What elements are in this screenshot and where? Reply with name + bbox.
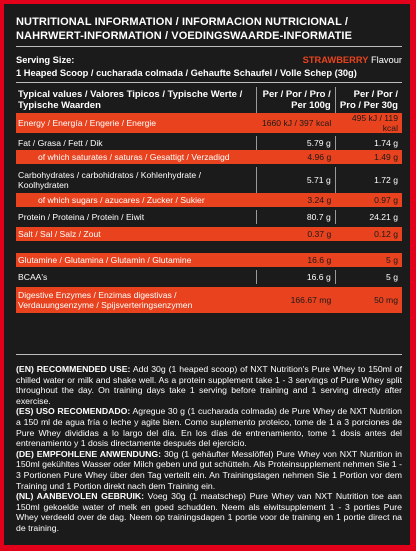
serving-info [16, 54, 402, 78]
usage-heading: (ES) USO RECOMENDADO: [16, 406, 131, 417]
row-value-100g: 5.71 g [257, 167, 336, 193]
row-label: Glutamine / Glutamina / Glutamin / Glutamine [16, 253, 257, 267]
row-label: Digestive Enzymes / Enzimas digestivas / Verdauungsenzyme / Spijsverteringsenzymen [16, 287, 257, 313]
usage-text: 30g (1 gehäufter Messlöffel) Pure Whey von NXT Nutrition in 150ml gekühltes Wasser oder Milch geben und gut schütteln. Als Proteinsupplement nehmen Sie 1 - 3 Portionen Pure Whey über den Tag verteilt ein. An Trainingstagen nehmen Sie 1 Portion vor dem Training und 1 Portion direkt nach dem Training ein. [16, 448, 402, 491]
row-label: Protein / Proteina / Protein / Eiwit [18, 212, 145, 222]
row-value-30g: 0.97 g [335, 193, 402, 207]
row-label: Salt / Sal / Salz / Zout [16, 227, 257, 241]
row-label: of which saturates / saturas / Gesattigt / Verzadigd [16, 150, 257, 164]
row-value-100g: 166.67 mg [257, 287, 336, 313]
flavour [303, 54, 402, 67]
serving-size-label: Serving Size: [16, 55, 75, 65]
table-header-row [16, 87, 402, 113]
usage-note-nl [16, 491, 402, 533]
usage-heading: (DE) EMPFOHLENE ANWENDUNG: [16, 448, 162, 459]
table-row [16, 150, 402, 164]
usage-text: Voeg 30g (1 maatschep) Pure Whey van NXT Nutrition toe aan 150ml gekoelde water of melk en goed schudden. Neem als eiwitsupplement 1 - 3 porties Pure Whey verdeeld over de dag. Neem op trainingsdagen 1 portie voor de training en 1 portie direct na de training. [16, 491, 402, 533]
usage-heading: (EN) RECOMMENDED USE: [16, 364, 131, 374]
nutrition-label-panel [4, 4, 410, 545]
usage-text: Agregue 30 g (1 cucharada colmada) de Pure Whey de NXT Nutrition a 150 ml de agua fría o leche y agite bien. Como suplemento proteico, tome de 1 a 3 porciones de Pure Whey divididas a lo largo del día. En los días de entrenamiento, tome 1 dosis antes del entrenamiento y 1 dosis directamente después del ejercicio. [16, 406, 402, 449]
col-header-per-100g: Per / Por / Pro / Per 100g [257, 87, 336, 113]
table-row [16, 253, 402, 267]
row-value-100g: 4.96 g [257, 150, 336, 164]
title-line-2: NAHRWERT-INFORMATION / VOEDINGSWAARDE-INFORMATIE [16, 30, 353, 42]
nutrition-table [16, 87, 402, 313]
row-value-30g: 24.21 g [335, 210, 402, 224]
row-value-100g: 3.24 g [257, 193, 336, 207]
usage-notes [16, 364, 402, 534]
row-label: of which sugars / azucares / Zucker / Sukier [16, 193, 257, 207]
col-header-per-30g: Per / Por / Pro / Per 30g [335, 87, 402, 113]
row-value-30g: 50 mg [335, 287, 402, 313]
row-value-100g: 0.37 g [257, 227, 336, 241]
table-row [16, 227, 402, 241]
divider [16, 46, 402, 47]
row-value-100g: 16.6 g [257, 253, 336, 267]
usage-note-en [16, 364, 402, 406]
row-value-30g: 1.72 g [335, 167, 402, 193]
flavour-label: Flavour [368, 55, 402, 65]
table-row [16, 270, 402, 284]
row-label: Energy / Energía / Engerie / Energie [16, 113, 257, 133]
row-label: Carbohydrates / carbohidratos / Kohlenhydrate / Koolhydraten [18, 170, 201, 190]
col-header-typical: Typical values / Valores Tipicos / Typische Werte / Typische Waarden [18, 89, 243, 111]
usage-note-de [16, 449, 402, 491]
usage-note-es [16, 406, 402, 448]
row-value-100g: 80.7 g [257, 210, 336, 224]
nutrition-title [16, 15, 401, 43]
table-row [16, 167, 402, 193]
table-row [16, 193, 402, 207]
row-value-100g: 5.79 g [257, 136, 336, 150]
row-value-30g: 5 g [335, 253, 402, 267]
serving-size-value: 1 Heaped Scoop / cucharada colmada / Gehaufte Schaufel / Volle Schep (30g) [16, 68, 357, 78]
row-value-30g: 5 g [335, 270, 402, 284]
row-value-30g: 495 kJ / 119 kcal [335, 113, 402, 133]
row-value-30g: 1.74 g [335, 136, 402, 150]
usage-heading: (NL) AANBEVOLEN GEBRUIK: [16, 491, 145, 502]
row-value-30g: 1.49 g [335, 150, 402, 164]
row-value-30g: 0.12 g [335, 227, 402, 241]
table-row [16, 287, 402, 313]
table-row [16, 136, 402, 150]
row-label: Fat / Grasa / Fett / Dik [18, 138, 103, 148]
flavour-name: STRAWBERRY [302, 55, 369, 65]
divider [16, 82, 402, 83]
row-value-100g: 16.6 g [257, 270, 336, 284]
table-row [16, 210, 402, 224]
divider [16, 354, 402, 355]
table-row [16, 113, 402, 133]
row-label: BCAA's [18, 272, 48, 282]
row-value-100g: 1660 kJ / 397 kcal [257, 113, 336, 133]
title-line-1: NUTRITIONAL INFORMATION / INFORMACION NUTRICIONAL / [16, 16, 349, 28]
usage-text: Add 30g (1 heaped scoop) of NXT Nutrition's Pure Whey to 150ml of chilled water or milk and shake well. As a protein supplement take 1 - 3 servings of Pure Whey split throughout the day. On training days take 1 serving before training and 1 serving directly after exercise. [16, 364, 403, 406]
